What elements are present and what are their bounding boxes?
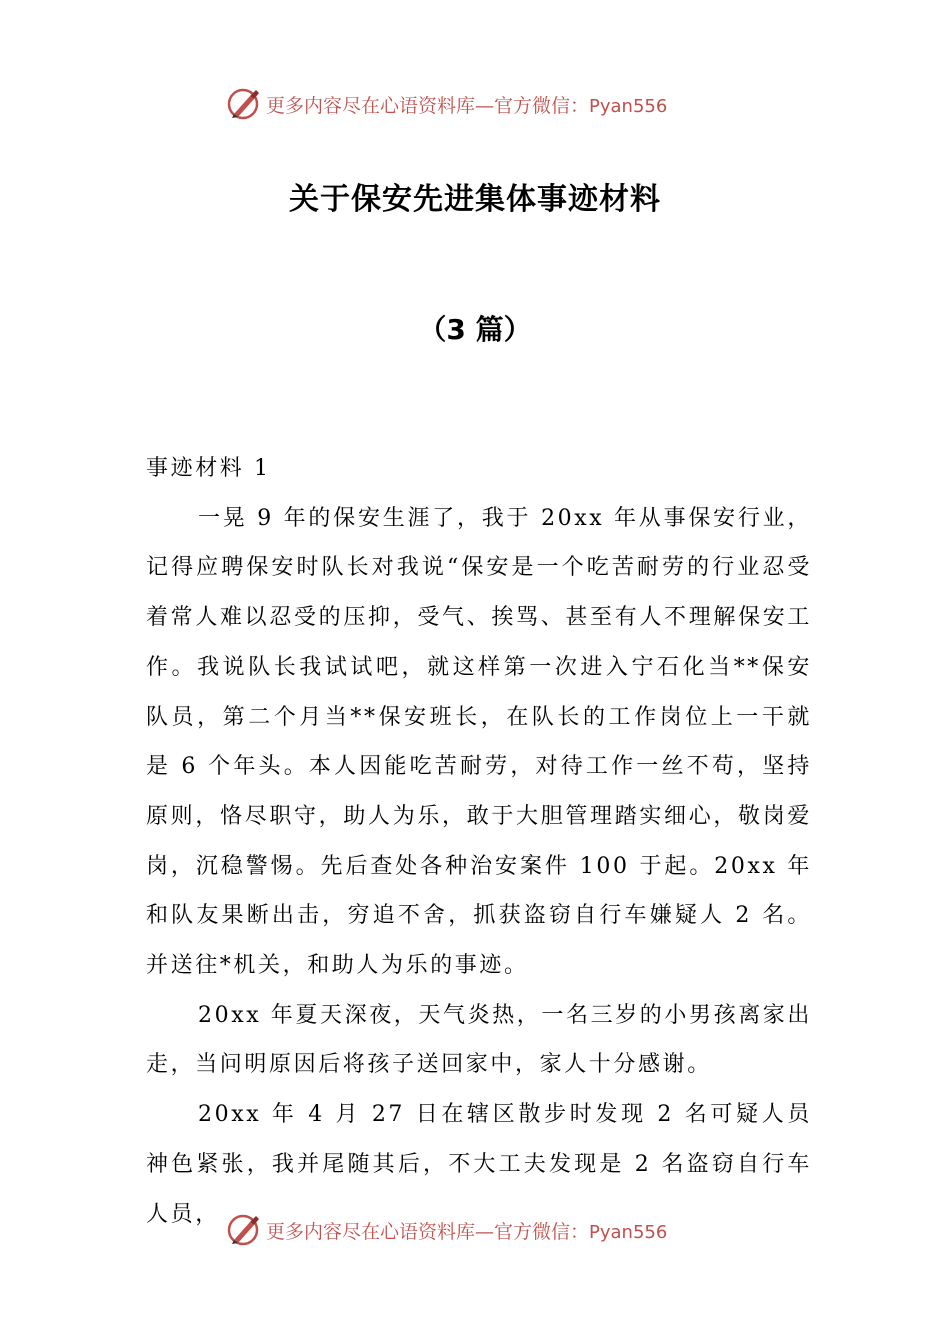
paragraph: 一晃 9 年的保安生涯了，我于 20xx 年从事保安行业，记得应聘保安时队长对我说“保安是一个吃苦耐劳的行业忍受着常人难以忍受的压抑，受气、挨骂、甚至有人不理解保安工作。我说队长我试试吧，就这样第一次进入宁石化当**保安队员，第二个月当**保安班长，在队长的工作岗位上一干就是 6 个年头。本人因能吃苦耐劳，对待工作一丝不苟，坚持原则，恪尽职守，助人为乐，敢于大胆管理踏实细心，敬岗爱岗，沉稳警惕。先后查处各种治安案件 100 于起。20xx 年和队友果断出击，穷追不舍，抓获盗窃自行车嫌疑人 2 名。并送往*机关，和助人为乐的事迹。 <box>146 505 812 979</box>
paragraph: 20xx 年 4 月 27 日在辖区散步时发现 2 名可疑人员神色紧张，我并尾随其后，不大工夫发现是 2 名盗窃自行车人员， <box>146 1102 812 1227</box>
footer-banner <box>226 1210 667 1250</box>
document-body <box>146 444 812 1239</box>
document-subtitle: （3 篇） <box>418 313 532 346</box>
pen-logo-icon <box>226 86 262 122</box>
banner-wechat-id: Pyan556 <box>589 95 668 117</box>
banner-wechat-id: Pyan556 <box>589 1221 668 1243</box>
banner-text: 更多内容尽在心语资料库—官方微信：Pyan556 <box>266 94 668 117</box>
paragraph: 20xx 年夏天深夜，天气炎热，一名三岁的小男孩离家出走，当问明原因后将孩子送回家中，家人十分感谢。 <box>146 1002 813 1078</box>
section-heading: 事迹材料 1 <box>146 456 271 481</box>
document-title: 关于保安先进集体事迹材料 <box>289 182 661 217</box>
pen-logo-icon <box>226 1212 262 1248</box>
header-banner <box>226 84 667 124</box>
banner-text: 更多内容尽在心语资料库—官方微信：Pyan556 <box>266 1220 668 1243</box>
